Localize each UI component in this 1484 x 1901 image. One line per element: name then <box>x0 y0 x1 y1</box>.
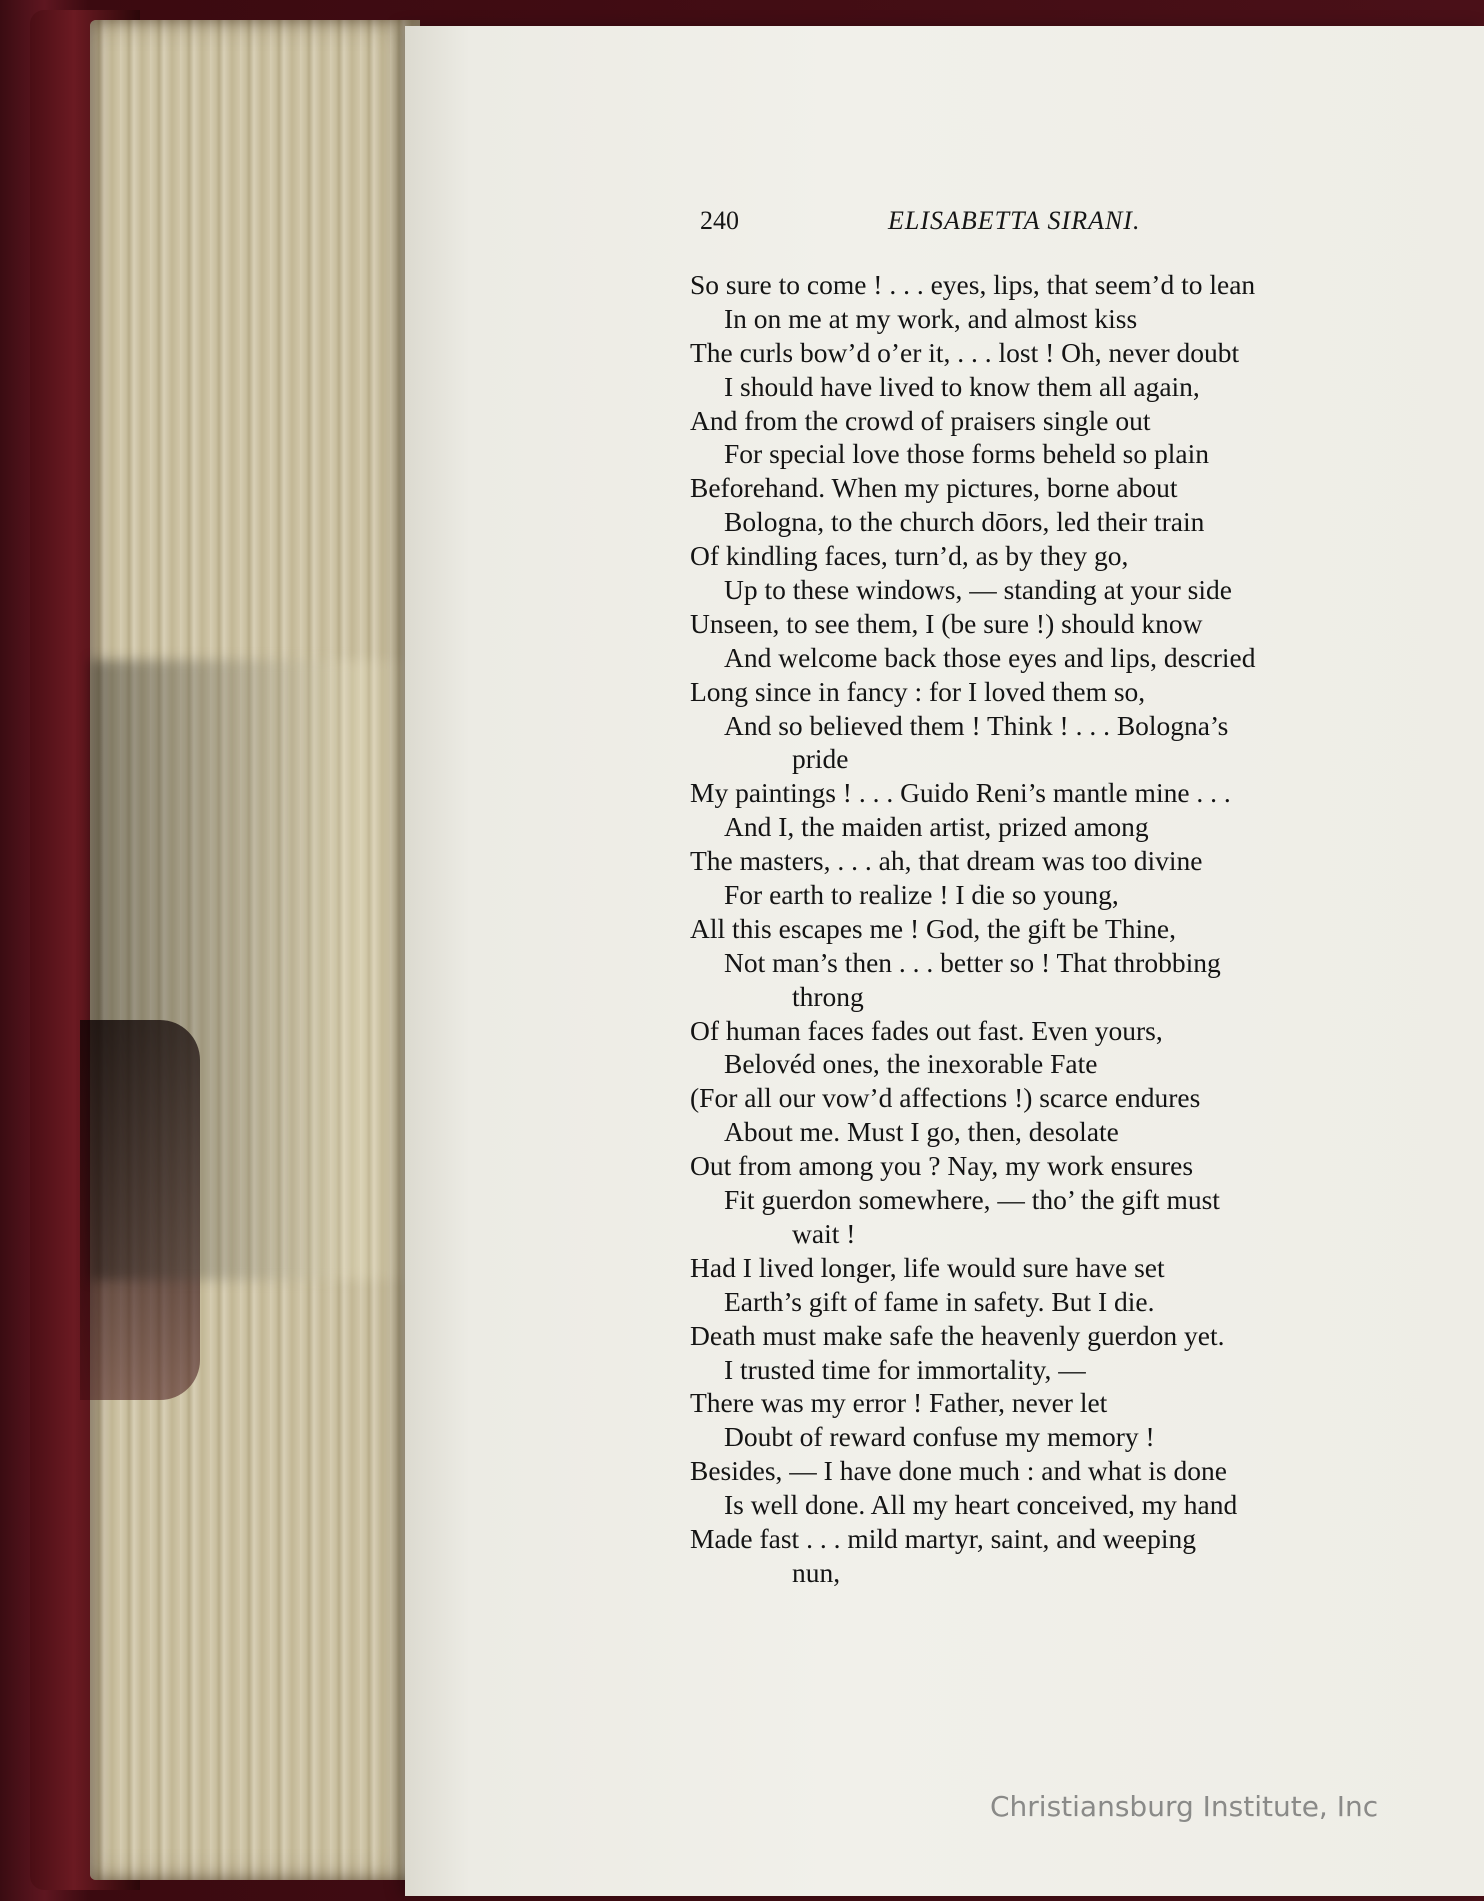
poem-line: Death must make safe the heavenly guerdon yet. <box>690 1319 1225 1351</box>
poem-line: In on me at my work, and almost kiss <box>724 302 1138 334</box>
poem-line: There was my error ! Father, never let <box>690 1387 1108 1419</box>
poem-line-continuation: wait ! <box>792 1217 856 1249</box>
poem-line: Earth’s gift of fame in safety. But I die. <box>724 1285 1155 1317</box>
poem-line: The curls bow’d o’er it, . . . lost ! Oh, never doubt <box>690 336 1240 368</box>
poem-line: For special love those forms beheld so plain <box>724 438 1209 470</box>
page-block-edges <box>90 20 420 1880</box>
running-title: ELISABETTA SIRANI. <box>888 206 1141 235</box>
poem-line: Not man’s then . . . better so ! That throbbing <box>724 946 1221 978</box>
poem-line: And from the crowd of praisers single out <box>690 404 1151 436</box>
poem-text <box>690 268 1450 1590</box>
poem-line: (For all our vow’d affections !) scarce endures <box>690 1082 1201 1114</box>
poem-line: Besides, — I have done much : and what is done <box>690 1455 1227 1487</box>
poem-line: About me. Must I go, then, desolate <box>724 1116 1119 1148</box>
poem-line: Doubt of reward confuse my memory ! <box>724 1421 1155 1453</box>
poem-line: Bologna, to the church dōors, led their train <box>724 506 1205 538</box>
poem-line: Made fast . . . mild martyr, saint, and weeping <box>690 1522 1196 1554</box>
poem-line: For earth to realize ! I die so young, <box>724 879 1119 911</box>
poem-line: I should have lived to know them all again, <box>724 370 1200 402</box>
poem-line: I trusted time for immortality, — <box>724 1353 1086 1385</box>
watermark-text: Christiansburg Institute, Inc <box>990 1790 1379 1823</box>
poem-line-continuation: throng <box>792 980 864 1012</box>
poem-line: Beforehand. When my pictures, borne about <box>690 472 1178 504</box>
poem-line: Fit guerdon somewhere, — tho’ the gift must <box>724 1184 1220 1216</box>
poem-line-continuation: pride <box>792 743 849 775</box>
poem-line: Out from among you ? Nay, my work ensures <box>690 1150 1194 1182</box>
poem-line: Up to these windows, — standing at your side <box>724 574 1232 606</box>
poem-line: Unseen, to see them, I (be sure !) should know <box>690 607 1203 639</box>
poem-line: Is well done. All my heart conceived, my hand <box>724 1489 1238 1521</box>
poem-line: And I, the maiden artist, prized among <box>724 811 1149 843</box>
poem-line: Of kindling faces, turn’d, as by they go, <box>690 540 1129 572</box>
poem-line: Had I lived longer, life would sure have set <box>690 1251 1165 1283</box>
poem-line: The masters, . . . ah, that dream was too divine <box>690 845 1203 877</box>
page-header <box>700 206 1260 242</box>
poem-line: And so believed them ! Think ! . . . Bologna’s <box>724 709 1229 741</box>
poem-line: Of human faces fades out fast. Even yours, <box>690 1014 1163 1046</box>
poem-line: Long since in fancy : for I loved them so, <box>690 675 1146 707</box>
poem-line: All this escapes me ! God, the gift be Thine, <box>690 912 1176 944</box>
poem-line: Belovéd ones, the inexorable Fate <box>724 1048 1098 1080</box>
poem-line: My paintings ! . . . Guido Reni’s mantle mine . . . <box>690 777 1231 809</box>
poem-line-continuation: nun, <box>792 1556 841 1588</box>
poem-line: So sure to come ! . . . eyes, lips, that seem’d to lean <box>690 269 1256 300</box>
page-number: 240 <box>700 206 739 235</box>
poem-line: And welcome back those eyes and lips, descried <box>724 641 1256 673</box>
